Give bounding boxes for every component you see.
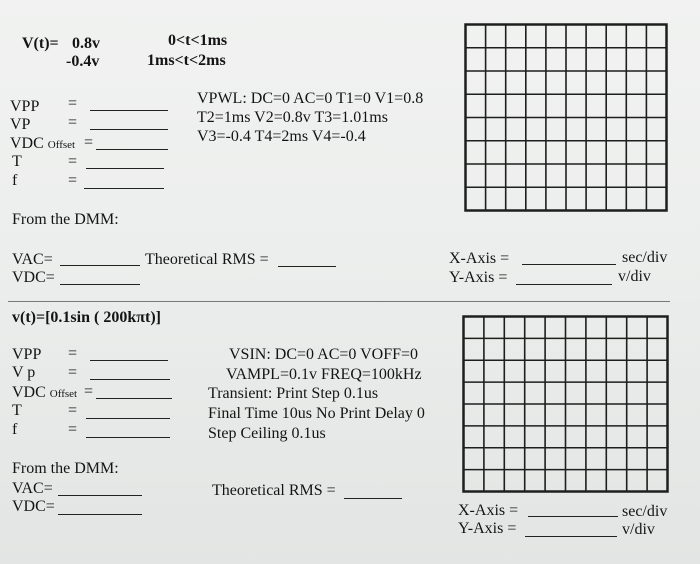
vt-value-2: -0.4v bbox=[66, 53, 100, 70]
theoretical-rms-blank-1[interactable] bbox=[278, 266, 336, 267]
oscilloscope-grid-1 bbox=[464, 23, 668, 212]
period-blank[interactable] bbox=[86, 168, 164, 169]
vt-value-1: 0.8v bbox=[72, 35, 100, 52]
x-axis-blank-1[interactable] bbox=[522, 264, 616, 265]
pwl-line-3: V3=-0.4 T4=2ms V4=-0.4 bbox=[197, 128, 366, 145]
from-dmm-label-1: From the DMM: bbox=[12, 211, 119, 228]
vac-label-2: VAC= bbox=[12, 480, 53, 497]
vt-label: V(t)= bbox=[22, 35, 59, 52]
y-unit-1: v/div bbox=[618, 268, 651, 285]
vdc-offset-label-2: VDC Offset bbox=[12, 384, 78, 401]
pwl-line-2: T2=1ms V2=0.8v T3=1.01ms bbox=[197, 109, 388, 126]
theoretical-rms-label-1: Theoretical RMS = bbox=[145, 251, 269, 268]
vac-blank-1[interactable] bbox=[60, 265, 140, 266]
vt-range-1: 0<t<1ms bbox=[168, 32, 228, 49]
x-unit-2: sec/div bbox=[622, 503, 668, 520]
from-dmm-label-2: From the DMM: bbox=[12, 460, 119, 477]
x-axis-blank-2[interactable] bbox=[528, 516, 618, 517]
pwl-line-1: VPWL: DC=0 AC=0 T1=0 V1=0.8 bbox=[197, 90, 424, 107]
vdc-offset-blank[interactable] bbox=[96, 149, 168, 150]
vpp-label-2: VPP bbox=[12, 346, 42, 363]
section-divider bbox=[8, 301, 670, 302]
sin-line-1: VSIN: DC=0 AC=0 VOFF=0 bbox=[229, 346, 419, 363]
y-unit-2: v/div bbox=[622, 521, 655, 538]
vt-expression: v(t)=[0.1sin ( 200kπt)] bbox=[12, 309, 161, 326]
vdc-offset-eq-2: = bbox=[84, 383, 94, 400]
vp-eq: = bbox=[68, 114, 78, 131]
period-label-2: T bbox=[12, 402, 22, 419]
vp-blank[interactable] bbox=[90, 129, 168, 130]
vdc-offset-eq: = bbox=[84, 134, 94, 151]
period-label: T bbox=[12, 153, 22, 170]
freq-eq: = bbox=[68, 172, 78, 189]
x-axis-label-2: X-Axis = bbox=[458, 502, 519, 519]
vdc-blank-1[interactable] bbox=[60, 284, 140, 285]
freq-label: f bbox=[12, 172, 18, 189]
x-axis-label-1: X-Axis = bbox=[449, 250, 510, 267]
vpp-blank-2[interactable] bbox=[90, 360, 168, 361]
freq-label-2: f bbox=[12, 421, 18, 438]
vac-blank-2[interactable] bbox=[58, 495, 142, 496]
sin-line-4: Final Time 10us No Print Delay 0 bbox=[208, 405, 425, 422]
freq-eq-2: = bbox=[68, 421, 78, 438]
period-eq: = bbox=[68, 153, 78, 170]
vdc-label-2: VDC= bbox=[12, 498, 55, 515]
vpp-eq-2: = bbox=[68, 345, 78, 362]
vdc-offset-label: VDC Offset bbox=[10, 135, 76, 152]
x-unit-1: sec/div bbox=[622, 249, 668, 266]
y-axis-blank-1[interactable] bbox=[516, 284, 612, 285]
vdc-label-1: VDC= bbox=[12, 269, 55, 286]
vac-label-1: VAC= bbox=[12, 251, 53, 268]
freq-blank[interactable] bbox=[84, 188, 164, 189]
period-blank-2[interactable] bbox=[86, 418, 170, 419]
vp-label: VP bbox=[10, 116, 31, 133]
vpp-blank[interactable] bbox=[90, 110, 168, 111]
freq-blank-2[interactable] bbox=[86, 437, 170, 438]
period-eq-2: = bbox=[68, 402, 78, 419]
y-axis-label-2: Y-Axis = bbox=[458, 520, 517, 537]
vdc-blank-2[interactable] bbox=[58, 514, 142, 515]
y-axis-label-1: Y-Axis = bbox=[449, 269, 508, 286]
y-axis-blank-2[interactable] bbox=[525, 536, 617, 537]
vt-range-2: 1ms<t<2ms bbox=[147, 52, 226, 69]
vp-blank-2[interactable] bbox=[90, 379, 170, 380]
sin-line-5: Step Ceiling 0.1us bbox=[208, 425, 326, 442]
sin-line-2: VAMPL=0.1v FREQ=100kHz bbox=[226, 366, 422, 383]
vpp-label: VPP bbox=[10, 98, 40, 115]
vpp-eq: = bbox=[68, 95, 78, 112]
vp-label-2: V p bbox=[12, 364, 36, 381]
vp-eq-2: = bbox=[68, 364, 78, 381]
oscilloscope-grid-2 bbox=[462, 315, 669, 493]
theoretical-rms-blank-2[interactable] bbox=[344, 498, 402, 499]
theoretical-rms-label-2: Theoretical RMS = bbox=[212, 482, 336, 499]
vdc-offset-blank-2[interactable] bbox=[96, 398, 172, 399]
sin-line-3: Transient: Print Step 0.1us bbox=[208, 385, 379, 402]
